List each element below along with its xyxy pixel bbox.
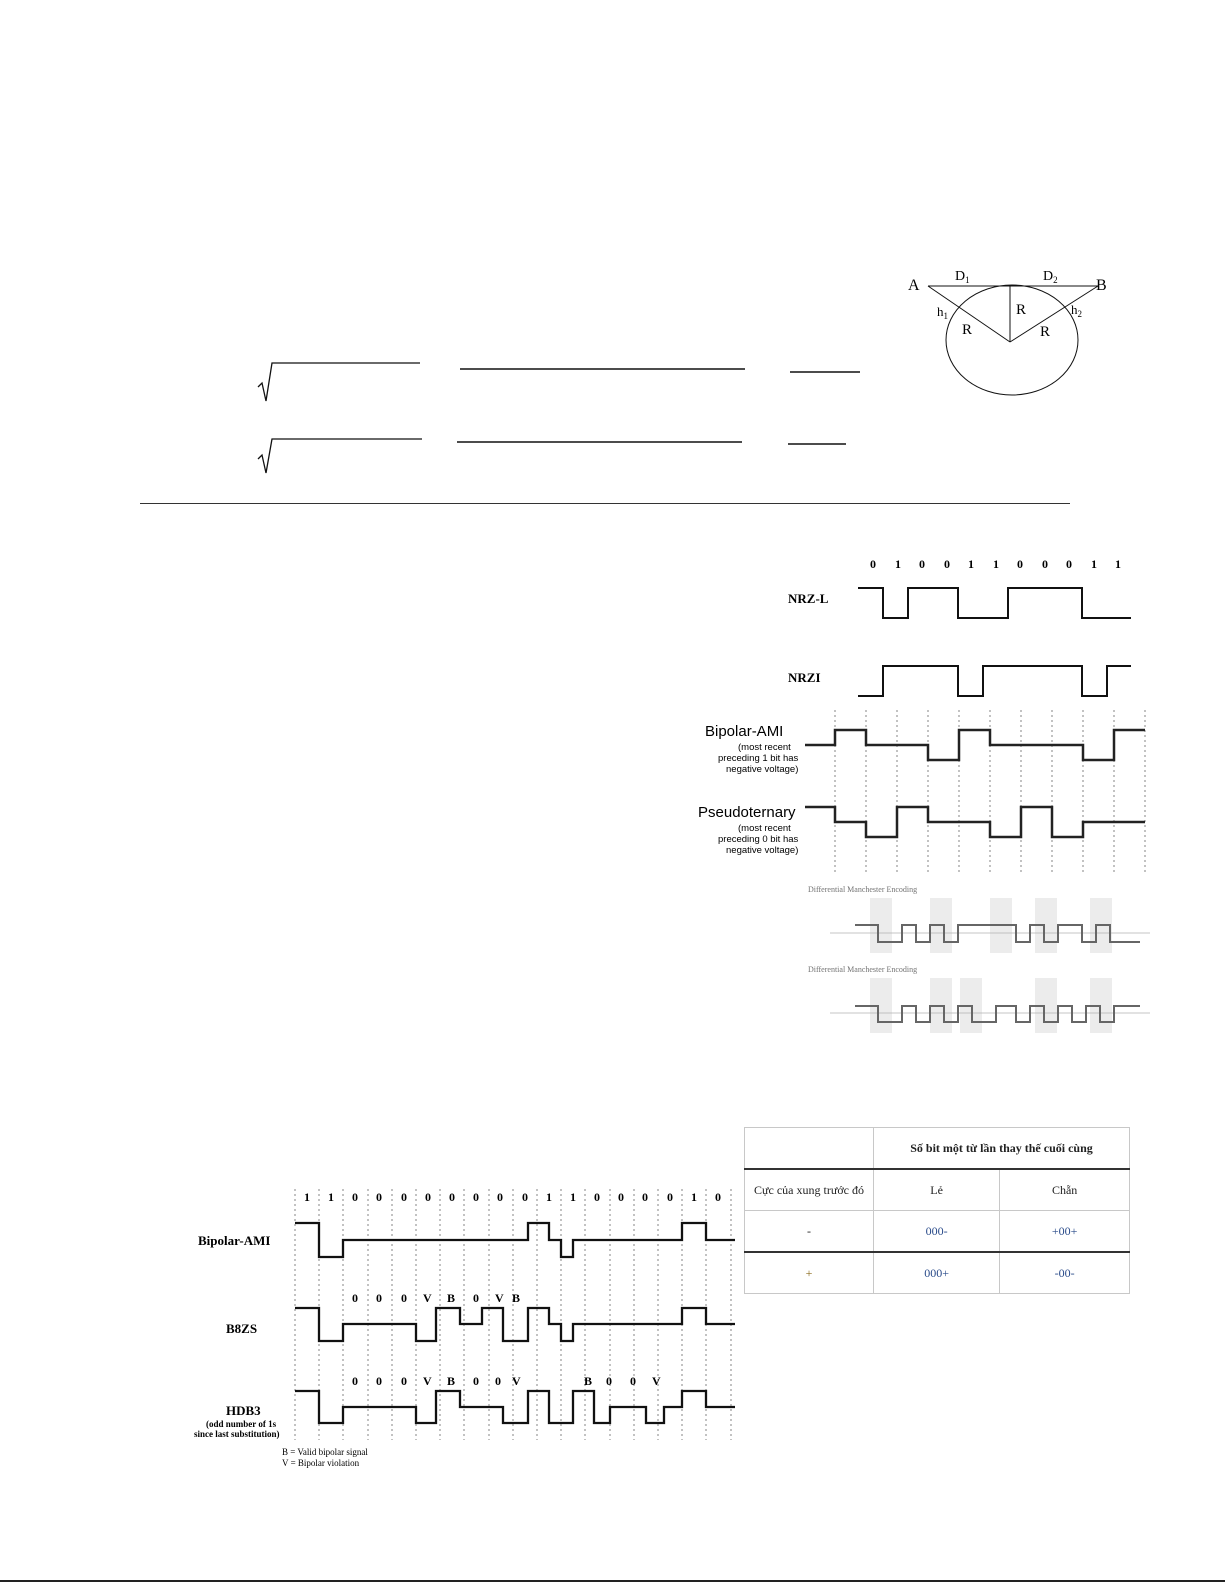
b8zs-label: B8ZS: [226, 1321, 258, 1336]
svg-text:preceding 1 bit has: preceding 1 bit has: [718, 753, 799, 764]
svg-text:1: 1: [691, 1190, 697, 1204]
earth-circle: [946, 285, 1078, 395]
svg-text:0: 0: [606, 1374, 612, 1388]
svg-text:0: 0: [425, 1190, 431, 1204]
svg-text:0: 0: [401, 1374, 407, 1388]
svg-text:0: 0: [376, 1291, 382, 1305]
table-row: + 000+ -00-: [745, 1252, 1130, 1294]
equation-area: [250, 355, 870, 485]
svg-text:(most recent: (most recent: [738, 742, 791, 753]
bit-label: 0: [944, 557, 950, 571]
svg-text:0: 0: [667, 1190, 673, 1204]
hdb3-label: HDB3: [226, 1403, 261, 1418]
svg-text:since last substitution): since last substitution): [194, 1429, 280, 1439]
svg-text:negative voltage): negative voltage): [726, 764, 799, 775]
table-header-group: Số bit một từ lần thay thế cuối cùng: [874, 1128, 1130, 1170]
svg-text:0: 0: [715, 1190, 721, 1204]
svg-text:0: 0: [630, 1374, 636, 1388]
b8zs-marks: [352, 1291, 520, 1305]
svg-text:negative voltage): negative voltage): [726, 845, 799, 856]
svg-text:B: B: [447, 1374, 456, 1388]
svg-text:0: 0: [401, 1190, 407, 1204]
section-divider: [140, 503, 1070, 504]
diff-manchester-panel-2: [808, 965, 1150, 1033]
bit-label: 0: [870, 557, 876, 571]
svg-text:0: 0: [618, 1190, 624, 1204]
bit-label: 0: [1042, 557, 1048, 571]
svg-text:h1: $h_1$: [937, 304, 948, 321]
svg-text:Differential Manchester Encodi: Differential Manchester Encoding: [808, 965, 918, 974]
point-a-label: A: [908, 277, 920, 294]
svg-text:preceding 0 bit has: preceding 0 bit has: [718, 834, 799, 845]
svg-text:B: B: [512, 1291, 521, 1305]
svg-text:1: 1: [570, 1190, 576, 1204]
svg-text:0: 0: [352, 1374, 358, 1388]
radius-label: R: [1040, 324, 1051, 340]
svg-text:V: V: [495, 1291, 504, 1305]
svg-text:0: 0: [522, 1190, 528, 1204]
svg-text:(odd number of 1s: (odd number of 1s: [206, 1419, 277, 1429]
svg-text:B: B: [447, 1291, 456, 1305]
bit-label: 0: [919, 557, 925, 571]
point-b-label: B: [1096, 277, 1107, 294]
svg-text:0: 0: [497, 1190, 503, 1204]
hdb3-substitution-table: [744, 1127, 1130, 1294]
table-col-polarity: Cực của xung trước đó: [745, 1169, 874, 1211]
radius-label: R: [1016, 302, 1027, 318]
scrambling-bit-labels: [304, 1190, 721, 1204]
svg-text:V: V: [652, 1374, 661, 1388]
svg-text:0: 0: [401, 1291, 407, 1305]
svg-text:V: V: [423, 1374, 432, 1388]
nrzl-label: NRZ-L: [788, 591, 829, 606]
svg-text:1: 1: [328, 1190, 334, 1204]
scr-ami-waveform: [295, 1223, 735, 1257]
svg-text:0: 0: [473, 1374, 479, 1388]
bit-label: 0: [1017, 557, 1023, 571]
bit-label: 1: [993, 557, 999, 571]
svg-text:0: 0: [642, 1190, 648, 1204]
pseudoternary-title: Pseudoternary: [698, 804, 796, 821]
legend-b: B = Valid bipolar signal: [282, 1447, 368, 1457]
nrzi-waveform: [858, 666, 1131, 696]
diff-manchester-panel-1: [808, 885, 1150, 953]
svg-text:1: 1: [546, 1190, 552, 1204]
table-row: - 000- +00+: [745, 1211, 1130, 1253]
table-col-odd: Lẻ: [874, 1169, 1000, 1211]
nrzi-label: NRZI: [788, 670, 821, 685]
ami-waveform: [805, 730, 1145, 760]
hdb3-waveform: [295, 1391, 735, 1423]
hdb3-marks: [352, 1374, 661, 1388]
bit-label: 1: [968, 557, 974, 571]
legend-v: V = Bipolar violation: [282, 1458, 360, 1468]
sqrt-sign-2: [258, 439, 422, 473]
pseudoternary-waveform: [805, 807, 1145, 837]
svg-text:D2: $D_2$: [1043, 269, 1058, 285]
svg-text:D1: $D_1$: [955, 269, 970, 285]
bit-label: 1: [1115, 557, 1121, 571]
radius-label: R: [962, 322, 973, 338]
bit-label: 1: [1091, 557, 1097, 571]
svg-text:Differential Manchester Encodi: Differential Manchester Encoding: [808, 885, 918, 894]
svg-text:0: 0: [352, 1291, 358, 1305]
svg-text:V: V: [423, 1291, 432, 1305]
svg-text:B: B: [584, 1374, 593, 1388]
ami-title: Bipolar-AMI: [705, 723, 784, 740]
svg-text:0: 0: [449, 1190, 455, 1204]
svg-text:0: 0: [352, 1190, 358, 1204]
page-bottom-rule: [0, 1580, 1225, 1582]
svg-text:V: V: [512, 1374, 521, 1388]
scrambling-grid: [295, 1189, 731, 1440]
svg-text:h2: $h_2$: [1071, 302, 1082, 319]
svg-text:0: 0: [495, 1374, 501, 1388]
earth-curvature-diagram: [900, 260, 1130, 400]
bit-label: 1: [895, 557, 901, 571]
b8zs-waveform: [295, 1308, 735, 1341]
svg-text:0: 0: [594, 1190, 600, 1204]
table-col-even: Chẵn: [1000, 1169, 1130, 1211]
nrzl-waveform: [858, 588, 1131, 618]
svg-text:(most recent: (most recent: [738, 823, 791, 834]
scr-ami-label: Bipolar-AMI: [198, 1233, 271, 1248]
svg-text:0: 0: [376, 1190, 382, 1204]
bit-label: 0: [1066, 557, 1072, 571]
bit-labels: [870, 557, 1121, 571]
equation-skeleton: [250, 355, 870, 485]
sqrt-sign-1: [258, 363, 420, 401]
svg-text:0: 0: [473, 1291, 479, 1305]
line-coding-figure: [690, 550, 1160, 1060]
scrambling-figure: [190, 1185, 750, 1475]
svg-text:0: 0: [376, 1374, 382, 1388]
svg-text:0: 0: [473, 1190, 479, 1204]
svg-text:1: 1: [304, 1190, 310, 1204]
